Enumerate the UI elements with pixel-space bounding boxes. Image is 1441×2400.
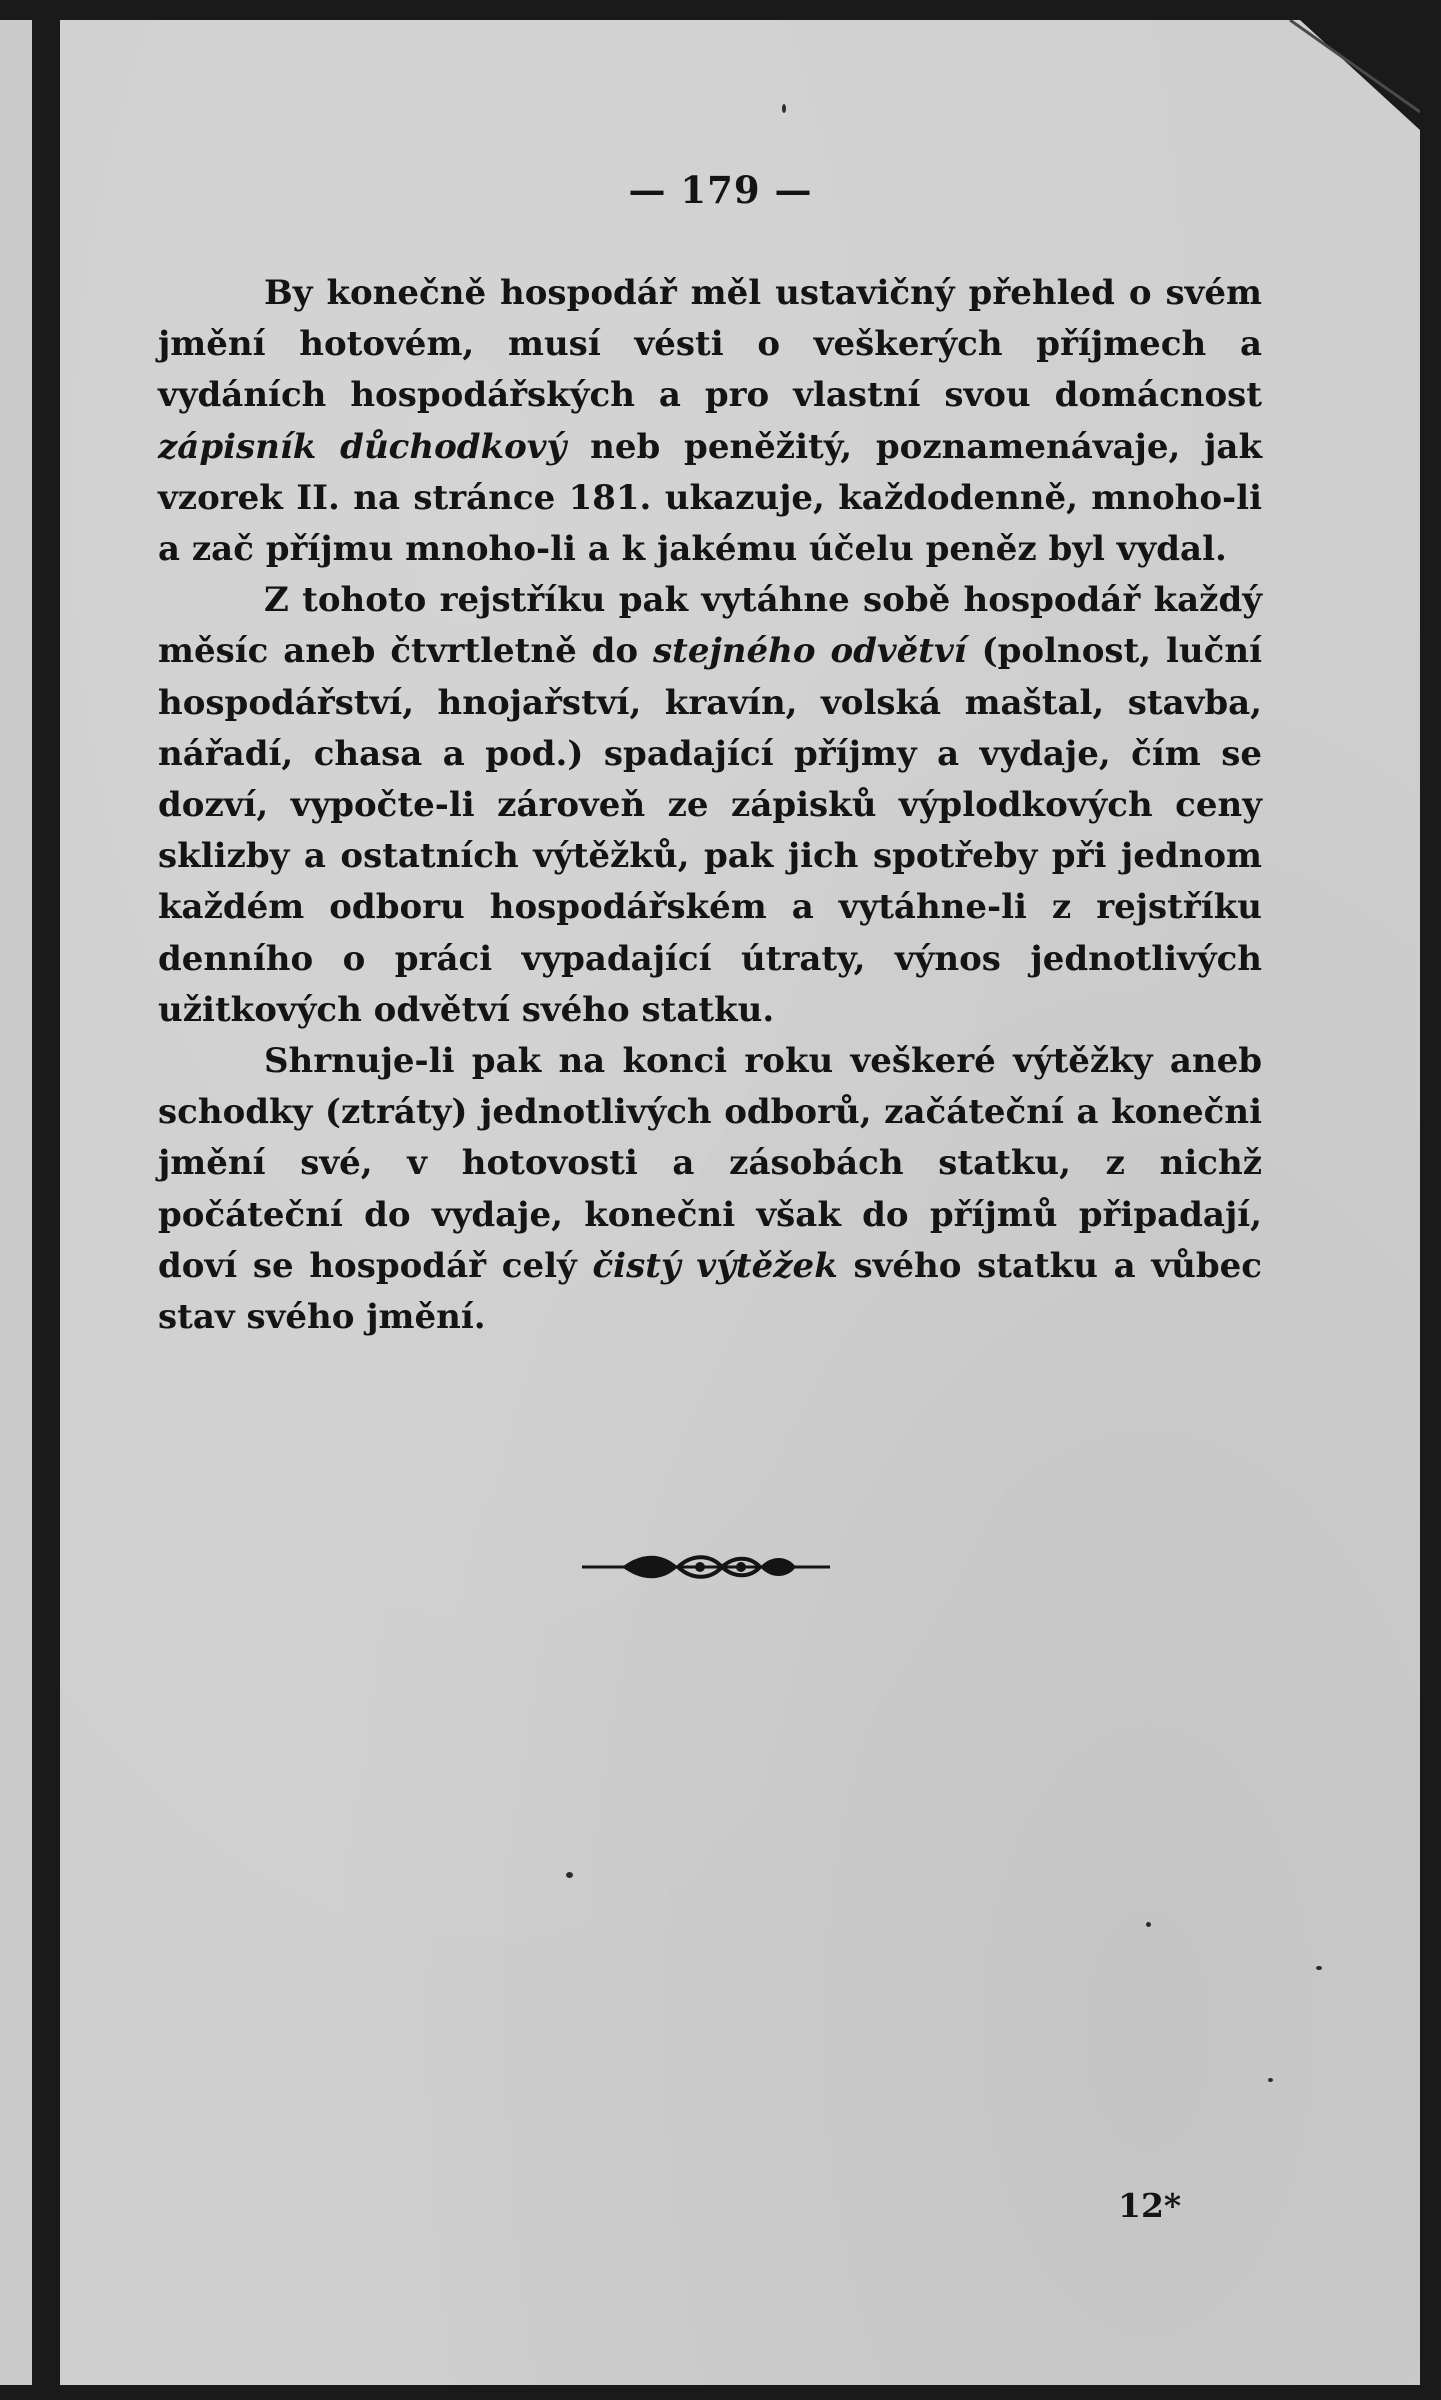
paragraph-2-italic-term: stejného odvětví — [653, 631, 967, 672]
torn-corner-icon — [1280, 20, 1420, 130]
paragraph-1 — [158, 268, 1262, 575]
decorative-scroll-ornament-icon — [582, 1548, 830, 1586]
previous-page-edge — [0, 20, 32, 2385]
dust-speck — [1268, 2078, 1273, 2082]
gathering-signature-mark: 12* — [1118, 2186, 1182, 2225]
body-text — [158, 268, 1262, 1343]
paragraph-3-italic-term: čistý výtěžek — [592, 1245, 838, 1286]
paragraph-2-text-a: Z tohoto rejstříku pak vytáhne sobě hospodář každý měsíc aneb čtvrtletně do — [158, 580, 1262, 672]
paragraph-1-text-a: By konečně hospodář měl ustavičný přehled o svém jmění hotovém, musí vésti o veškerých příjmech a vydáních hospodářských a pro vlastní svou domácnost — [158, 273, 1262, 416]
paragraph-1-text-b: neb peněžitý, poznamenávaje, jak vzorek II. na stránce 181. ukazuje, každodenně, mnoho-li a zač příjmu mnoho-li a k jakému účelu peněz byl vydal. — [158, 426, 1263, 570]
paragraph-2-text-b: (polnost, luční hospodářství, hnojařství, kravín, volská maštal, stavba, nářadí, chasa a pod.) spadající příjmy a vydaje, čím se dozví, vypočte-li zároveň ze zápisků výplodkových ceny sklizby a ostatních výtěžků, pak jich spotřeby při jednom každém odboru hospodářském a vytáhne-li z rejstříku denního o práci vypadající útraty, výnos jednotlivých užitkových odvětví svého statku. — [158, 631, 1262, 1030]
paragraph-3 — [158, 1036, 1262, 1343]
paragraph-3-text-a: Shrnuje-li pak na konci roku veškeré výtěžky aneb schodky (ztráty) jednotlivých odborů, začáteční a konečni jmění své, v hotovosti a zásobách statku, z nichž počáteční do vydaje, konečni však do příjmů připadají, doví se hospodář celý — [158, 1041, 1262, 1286]
paragraph-3-text-b: svého statku a vůbec stav svého jmění. — [158, 1245, 1262, 1338]
dust-speck — [1316, 1966, 1322, 1970]
page-number: — 179 — — [628, 168, 813, 212]
paragraph-1-italic-term: zápisník důchodkový — [158, 426, 567, 467]
dust-speck — [1146, 1922, 1151, 1927]
paragraph-2 — [158, 575, 1262, 1036]
dust-speck — [566, 1872, 573, 1878]
dust-speck — [782, 104, 786, 113]
